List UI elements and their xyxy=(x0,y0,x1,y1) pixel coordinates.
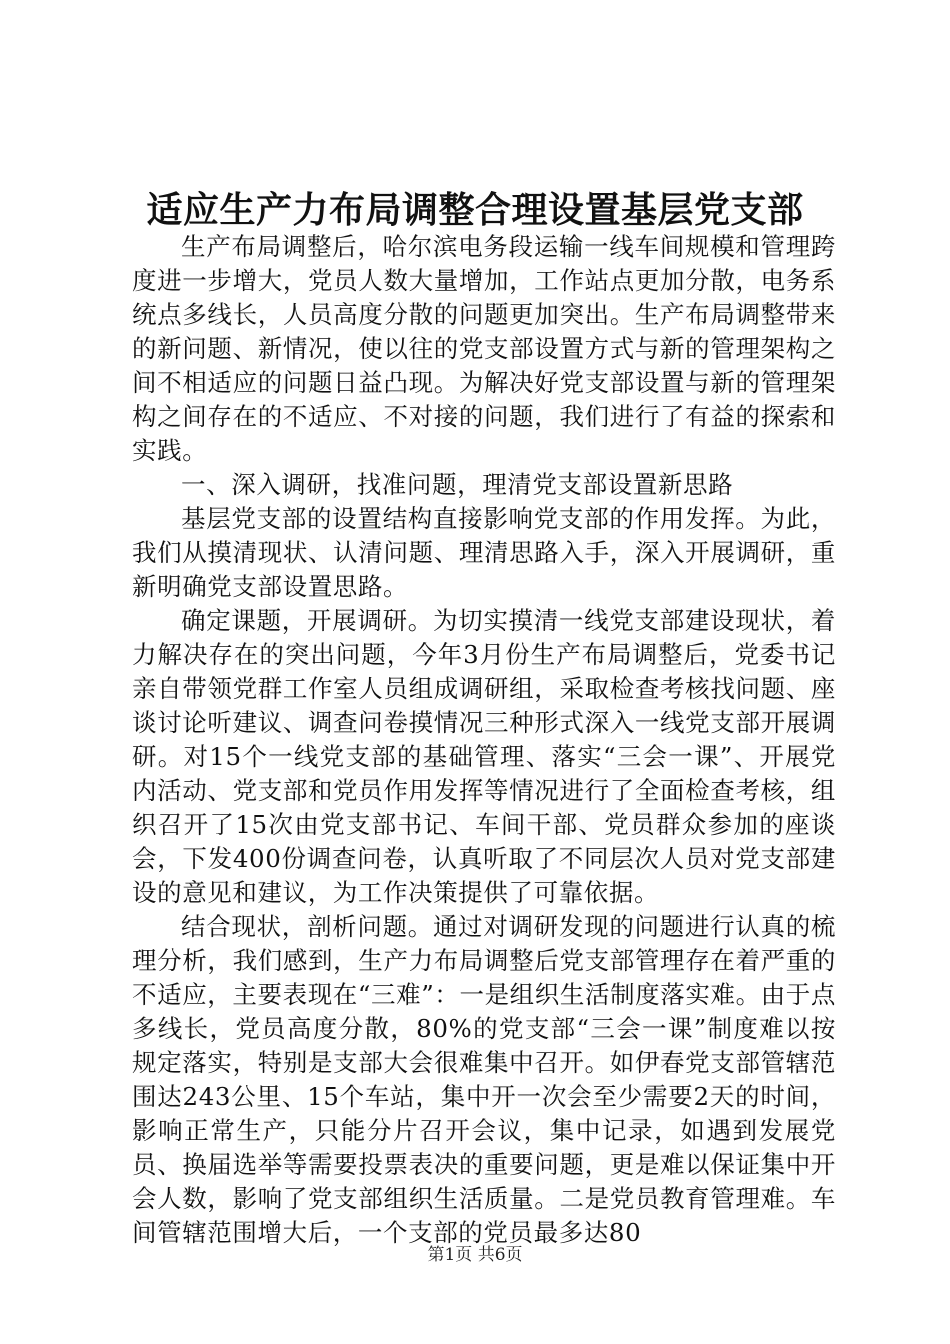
paragraph-analysis: 结合现状，剖析问题。通过对调研发现的问题进行认真的梳理分析，我们感到，生产力布局调整后党支部管理存在着严重的不适应，主要表现在“三难”：一是组织生活制度落实难。由于点多线长，党员高度分散，80%的党支部“三会一课”制度难以按规定落实，特别是支部大会很难集中召开。如伊春党支部管辖范围达243公里、15个车站，集中开一次会至少需要2天的时间，影响正常生产，只能分片召开会议，集中记录，如遇到发展党员、换届选举等需要投票表决的重要问题，更是难以保证集中开会人数，影响了党支部组织生活质量。二是党员教育管理难。车间管辖范围增大后，一个支部的党员最多达80 xyxy=(132,912,836,1247)
document-body xyxy=(132,230,836,1250)
paragraph-intro: 生产布局调整后，哈尔滨电务段运输一线车间规模和管理跨度进一步增大，党员人数大量增加，工作站点更加分散，电务系统点多线长，人员高度分散的问题更加突出。生产布局调整带来的新问题、新情况，使以往的党支部设置方式与新的管理架构之间不相适应的问题日益凸现。为解决好党支部设置与新的管理架构之间存在的不适应、不对接的问题，我们进行了有益的探索和实践。 xyxy=(132,232,836,465)
document-title: 适应生产力布局调整合理设置基层党支部 xyxy=(146,189,804,231)
page-footer: 第1页 共6页 xyxy=(427,1245,523,1265)
paragraph-section-intro: 基层党支部的设置结构直接影响党支部的作用发挥。为此，我们从摸清现状、认清问题、理清思路入手，深入开展调研，重新明确党支部设置思路。 xyxy=(132,504,836,601)
paragraph-research: 确定课题，开展调研。为切实摸清一线党支部建设现状，着力解决存在的突出问题，今年3月份生产布局调整后，党委书记亲自带领党群工作室人员组成调研组，采取检查考核找问题、座谈讨论听建议、调查问卷摸情况三种形式深入一线党支部开展调研。对15个一线党支部的基础管理、落实“三会一课”、开展党内活动、党支部和党员作用发挥等情况进行了全面检查考核，组织召开了15次由党支部书记、车间干部、党员群众参加的座谈会，下发400份调查问卷，认真听取了不同层次人员对党支部建设的意见和建议，为工作决策提供了可靠依据。 xyxy=(132,606,836,907)
section-heading: 一、深入调研，找准问题，理清党支部设置新思路 xyxy=(181,470,734,499)
